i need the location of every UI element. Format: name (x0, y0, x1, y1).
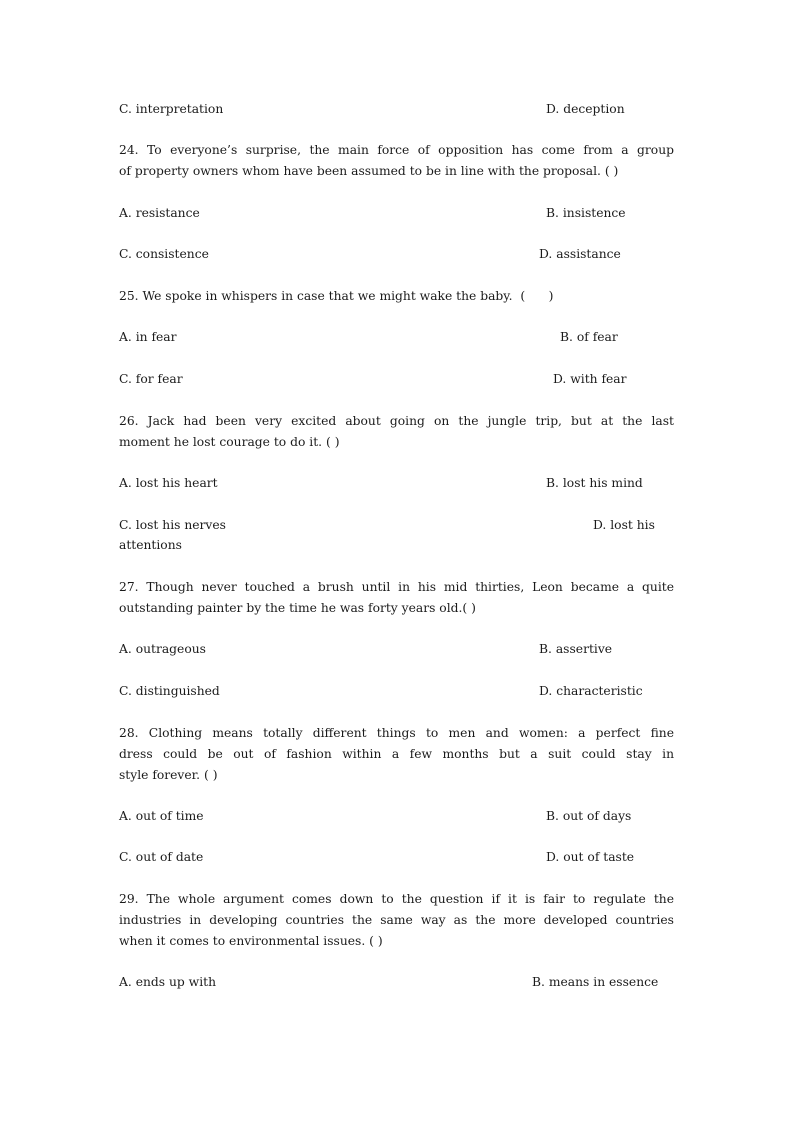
q24-option-d: D. assistance (539, 247, 621, 261)
q27-stem (119, 577, 674, 619)
q27-option-b: B. assertive (539, 642, 613, 656)
q28-option-b: B. out of days (546, 809, 632, 823)
q27-stem-line-2: outstanding painter by the time he was forty years old.( ) (119, 601, 476, 615)
q29-stem-line-3: when it comes to environmental issues. ( ) (119, 934, 383, 948)
q29-stem-line-2: industries in developing countries the same way as the more developed countries (119, 913, 674, 927)
q25-option-c: C. for fear (119, 372, 183, 386)
q28-option-a: A. out of time (119, 809, 204, 823)
q25-stem: 25. We spoke in whispers in case that we might wake the baby. ( ) (119, 289, 554, 303)
q24-option-c: C. consistence (119, 247, 209, 261)
q29-stem (119, 889, 674, 952)
q28-stem-line-3: style forever. ( ) (119, 768, 218, 782)
q25-option-a: A. in fear (119, 330, 177, 344)
q26-option-d: D. lost his (593, 518, 655, 532)
q26-option-c: C. lost his nerves (119, 518, 226, 532)
q26-option-a: A. lost his heart (119, 476, 218, 490)
q26-stem-line-2: moment he lost courage to do it. ( ) (119, 435, 340, 449)
q24-stem-line-2: of property owners whom have been assumed to be in line with the proposal. ( ) (119, 164, 619, 178)
q26-stem-line-1: 26. Jack had been very excited about going on the jungle trip, but at the last (119, 414, 674, 428)
q28-stem (119, 723, 674, 786)
q25-option-d: D. with fear (553, 372, 627, 386)
q24-option-a: A. resistance (119, 206, 200, 220)
q25-option-b: B. of fear (560, 330, 618, 344)
q29-option-a: A. ends up with (119, 975, 217, 989)
q28-stem-line-1: 28. Clothing means totally different things to men and women: a perfect fine (119, 726, 674, 740)
q24-stem-line-1: 24. To everyone’s surprise, the main force of opposition has come from a group (119, 143, 674, 157)
q28-option-c: C. out of date (119, 850, 204, 864)
q26-option-b: B. lost his mind (546, 476, 643, 490)
q26-stem (119, 411, 674, 453)
q27-option-a: A. outrageous (119, 642, 206, 656)
q29-option-b: B. means in essence (532, 975, 659, 989)
q27-option-c: C. distinguished (119, 684, 220, 698)
q28-option-d: D. out of taste (546, 850, 635, 864)
q23-option-d: D. deception (546, 102, 625, 116)
q24-option-b: B. insistence (546, 206, 626, 220)
q27-stem-line-1: 27. Though never touched a brush until in his mid thirties, Leon became a quite (119, 580, 674, 594)
q28-stem-line-2: dress could be out of fashion within a few months but a suit could stay in (119, 747, 674, 761)
q26-option-d-continued: attentions (119, 538, 182, 552)
q27-option-d: D. characteristic (539, 684, 643, 698)
q24-stem (119, 140, 674, 182)
q29-stem-line-1: 29. The whole argument comes down to the question if it is fair to regulate the (119, 892, 674, 906)
q23-option-c: C. interpretation (119, 102, 224, 116)
